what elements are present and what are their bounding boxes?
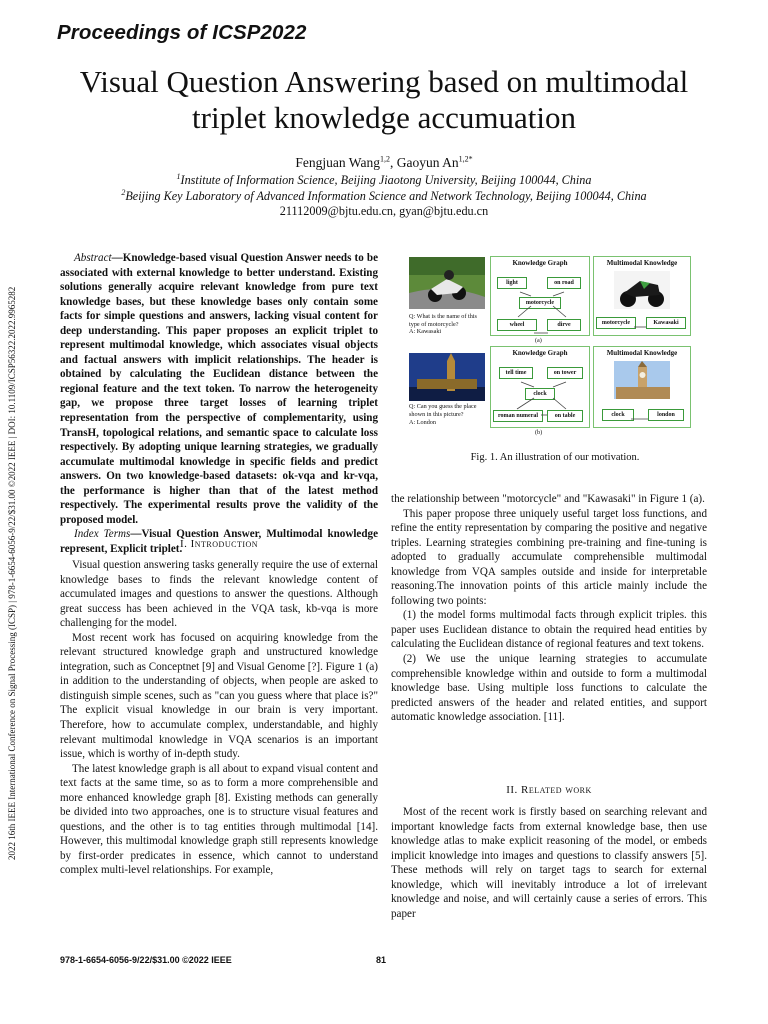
mm-b-node: london [648,409,684,421]
multimodal-knowledge-a [593,256,691,336]
motorcycle-photo [409,257,485,309]
right-paragraph: (1) the model forms multimodal facts through explicit triples. this paper uses Euclidean distance to obtain the required head entities by calculating the Euclidean distance of regional features and text tokens. [391,609,707,651]
paper-title [40,64,728,136]
figure-b-answer: A: London [409,419,436,426]
proceedings-header: Proceedings of ICSP2022 [57,21,307,44]
kg-a-node: wheel [497,319,537,331]
kg-b-node: on tower [547,367,583,379]
kg-a-node: light [497,277,527,289]
mm-b-node: clock [602,409,634,421]
intro-paragraph: The latest knowledge graph is all about to expand visual content and text facts at the same time, so as to form a more comprehensible and more enhanced knowledge graph [8]. Existing methods can generally be divided into two approaches, one is to structure visual features and questions, and the other is to tag entities through multimodal [14]. However, this multimodal knowledge graph still represents knowledge by first-order predicates in essence, which cannot to understand complex multi-level relationships. For example, [60,762,378,877]
right-paragraph: (2) We use the unique learning strategies to accumulate comprehensible knowledge within and outside to form a multimodal knowledge base. Using multiple loss functions to calculate the predicted answers of the header and related entities, and support automatic knowledge association. [11]. [391,653,707,724]
index-terms-label: Index Terms [74,528,131,541]
author-2: Gaoyun An [396,155,459,170]
big-ben-photo [614,361,670,399]
figure-1 [407,253,703,445]
figure-b-label: (b) [535,429,543,436]
intro-paragraph: Visual question answering tasks generally require the use of external knowledge bases to finds the relevant knowledge content of accumulated images and questions to answer the questions. Although great success has been achieved in the VQA task, kb-vqa is more challenging for the model. [60,559,378,630]
london-photo [409,353,485,401]
mm-a-node: motorcycle [596,317,636,329]
related-work-body [391,805,707,921]
mm-b-title: Multimodal Knowledge [606,349,678,357]
author-1: Fengjuan Wang [295,155,380,170]
authors: Fengjuan Wang$^{1,2}$, Gaoyun $An^{1,2*}$ [295,154,473,170]
multimodal-knowledge-b [593,346,691,428]
intro-paragraph: Most recent work has focused on acquiring knowledge from the relevant structured knowledge graph and unstructured knowledge integration, such as Conceptnet [9] and Visual Genome [?]. Figure 1 (a) in addition to the understanding of objects, when people are asked to distinguish simple scenes, such as "can you guess where that place is?" The explicit visual knowledge in our brain is very important. Therefore, how to accumulate complex, understandable, and highly relevant multimodal knowledge in VQA scenarios is an important issue, which is worthy of in-depth study. [60,631,378,761]
ieee-sidebar-citation: 2022 16th IEEE International Conference on Signal Processing (ICSP) | 978-1-6654-6056-9/22/$31.00 ©2022 IEEE | DOI: 10.1109/ICSP56322.2022.9965282 [7,286,17,860]
affiliation-1 [40,173,728,188]
title-line-2: triplet knowledge accumuation [192,100,576,135]
author-2-sup: 1,2* [458,154,473,164]
index-terms-text: —Visual Question Answer, Multimodal knowledge represent, Explicit triplet. [60,528,378,555]
affiliation-2-text: Beijing Key Laboratory of Advanced Information Science and Network Technology, Beijing 100044, China [125,189,647,203]
kg-b-title: Knowledge Graph [512,349,568,357]
kg-b-node: clock [525,388,555,400]
affiliation-2 [40,189,728,204]
section-1-title: Introduction [190,538,259,550]
kawasaki-photo [614,271,670,309]
abstract-text: —Knowledge-based visual Question Answer needs to be associated with external knowledge to better understand. Existing solutions generally acquire relevant knowledge from pure text knowledge bases, but these knowledge bases only contain some facts for simple questions and answers, lacking visual content for deep understanding. This paper proposes an explicit triplet to represent multimodal knowledge, which associates visual objects and factual answers with implicit relationships. The header is obtained by calculating the Euclidean distance between the regional feature and the text token. To narrow the heterogeneity gap, we propose three target losses of learning triplet representation from the perspective of complementarity, using TransH, topological relations, and semantic space to calculate loss respectively. By adopting unique learning strategies, we gradually accumulate multimodal knowledge in specific fields and predict answers. On two knowledge-based datasets: ok-vqa and kr-vqa, the performance is higher than that of the latest method respectively. The experimental results prove the validity of the proposed model. [60,252,378,526]
introduction-body [60,558,378,878]
section-heading-introduction [60,538,378,550]
knowledge-graph-b [490,346,590,428]
section-2-num: II. [506,784,518,796]
related-paragraph: Most of the recent work is firstly based on searching relevant and important knowledge facts from external knowledge base, then use knowledge atlas to make explicit reasoning of the model, or embeds implicit knowledge into images and questions to classify answers [5]. These methods will rely on target tags to search for external knowledge, which will inevitably introduce a lot of irrelevant knowledge and noise, and will certainly cause a series of errors. This paper [391,806,707,920]
title-line-1: Visual Question Answering based on multimodal [79,64,689,99]
kg-a-node: dirve [547,319,581,331]
kg-b-node: roman numeral [493,410,543,422]
section-heading-related-work [391,784,707,796]
footer-copyright: 978-1-6654-6056-9/22/$31.00 ©2022 IEEE [60,955,232,965]
mm-a-node: Kawasaki [646,317,686,329]
abstract-label: Abstract [74,252,112,264]
figure-a-label: (a) [535,337,542,344]
section-2-title: Related work [521,784,592,796]
kg-a-title: Knowledge Graph [512,259,568,267]
kg-b-node: on table [547,410,583,422]
mm-a-title: Multimodal Knowledge [606,259,678,267]
affiliation-1-sup: 1 [176,171,181,181]
kg-a-node: motorcycle [519,297,561,309]
kg-a-node: on road [547,277,581,289]
section-1-num: I. [179,538,188,550]
figure-a-answer: A: Kawasaki [409,328,442,335]
figure-b-question: Q: Can you guess the place shown in this picture? [409,403,477,418]
figure-a-question: Q: What is the name of this type of motorcycle? [409,313,477,328]
figure-1-caption: Fig. 1. An illustration of our motivation. [470,452,640,463]
affiliation-1-text: Institute of Information Science, Beijing Jiaotong University, Beijing 100044, China [180,173,592,187]
kg-b-node: tell time [499,367,533,379]
right-column-body [391,492,707,725]
knowledge-graph-a [490,256,590,336]
right-paragraph: This paper propose three uniquely useful target loss functions, and refine the entity representation by comparing the positive and negative triples. Learning strategies combining pre-training and fine-tuning is adopted to gradually accumulate comprehensible multimodal knowledge from VQA samples outside and inside for interpretable reasoning.The innovation points of this article mainly include the following two points: [391,507,707,607]
abstract [60,251,378,556]
page-number: 81 [376,955,387,965]
right-paragraph: the relationship between "motorcycle" and "Kawasaki" in Figure 1 (a). [391,493,705,505]
affiliation-2-sup: 2 [121,187,126,197]
author-emails: 21112009@bjtu.edu.cn, gyan@bjtu.edu.cn [279,204,489,218]
author-1-sup: 1,2 [379,154,390,164]
